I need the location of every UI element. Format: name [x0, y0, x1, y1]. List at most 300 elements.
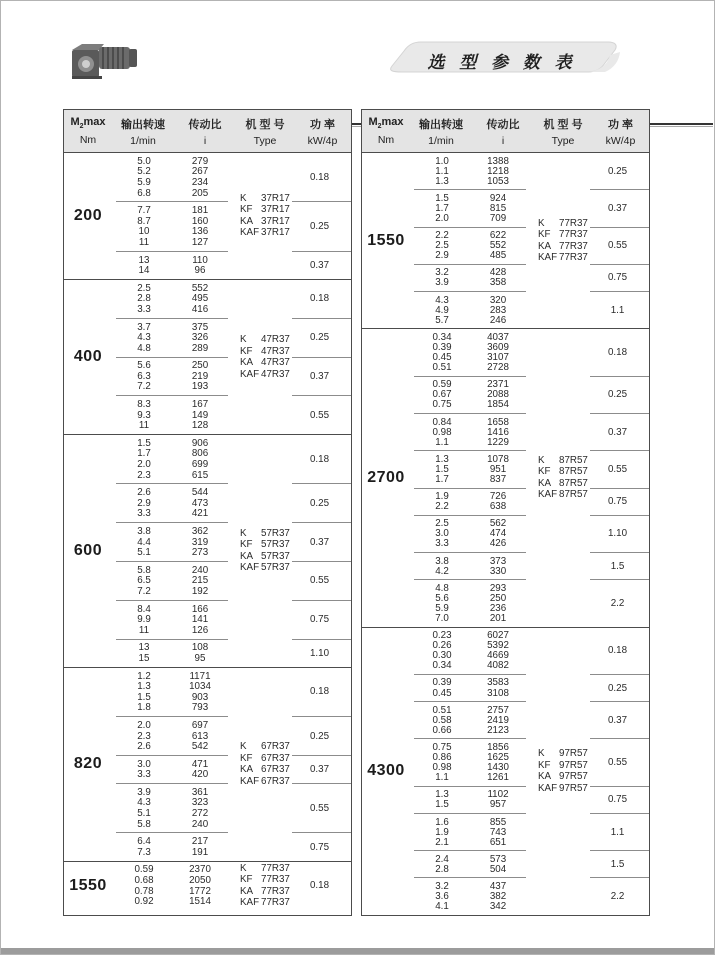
type-code: 77R37 — [559, 229, 588, 241]
table-row — [414, 742, 526, 752]
speed-value: 2.5 — [435, 240, 449, 252]
speed-value: 4.8 — [137, 342, 151, 354]
table-row — [414, 854, 526, 864]
type-prefix: K — [538, 454, 545, 466]
table-row — [414, 725, 526, 735]
table-row — [116, 643, 228, 654]
col-power — [592, 116, 649, 147]
speed-ratio-group — [414, 552, 526, 579]
table-row — [414, 529, 526, 539]
ratio-value: 215 — [191, 575, 209, 587]
m2max-value: 400 — [73, 348, 103, 365]
speed-value: 0.86 — [432, 752, 452, 764]
speed-value: 3.3 — [137, 303, 151, 315]
speed-ratio-group — [116, 522, 228, 561]
table-row — [116, 498, 228, 509]
col-ratio-label: 传动比 — [486, 118, 520, 131]
speed-value: 3.3 — [137, 508, 151, 520]
speed-value: 0.68 — [134, 875, 154, 887]
ratio-value: 2371 — [487, 379, 509, 391]
speed-value: 3.8 — [435, 555, 449, 567]
ratio-value: 323 — [191, 797, 209, 809]
power-value: 0.75 — [292, 832, 351, 860]
col-type-unit: Type — [551, 134, 575, 147]
table-header — [362, 110, 649, 153]
speed-value: 0.66 — [432, 724, 452, 736]
speed-ratio-group — [116, 639, 228, 667]
power-value: 0.25 — [590, 376, 649, 413]
power-value: 1.10 — [292, 639, 351, 667]
table-row — [414, 166, 526, 176]
torque-block — [362, 153, 649, 328]
ratio-value: 697 — [191, 719, 209, 731]
ratio-value: 279 — [191, 155, 209, 167]
type-code: 37R17 — [261, 215, 290, 227]
type-prefix: KF — [240, 345, 253, 357]
type-prefix: K — [240, 862, 247, 874]
ratio-value: 108 — [191, 642, 209, 654]
ratio-value: 361 — [191, 786, 209, 798]
ratio-value: 2123 — [487, 724, 509, 736]
ratio-value: 542 — [191, 741, 209, 753]
speed-value: 1.5 — [435, 463, 449, 475]
speed-value: 9.3 — [137, 409, 151, 421]
type-code: 77R37 — [559, 217, 588, 229]
speed-value: 3.0 — [435, 528, 449, 540]
table-row — [116, 681, 228, 692]
table-row — [414, 864, 526, 874]
speed-value: 7.2 — [137, 381, 151, 393]
speed-value: 1.5 — [137, 691, 151, 703]
ratio-value: 2088 — [487, 389, 509, 401]
speed-value: 13 — [138, 254, 150, 266]
speed-value: 1.6 — [435, 816, 449, 828]
speed-ratio-group — [116, 716, 228, 755]
table-row — [414, 583, 526, 593]
speed-value: 1.1 — [435, 436, 449, 448]
type-list — [236, 862, 292, 910]
type-prefix: KAF — [240, 897, 260, 909]
ratio-value: 141 — [191, 614, 209, 626]
ratio-value: 504 — [489, 863, 507, 875]
table-row — [414, 390, 526, 400]
ratio-value: 2757 — [487, 704, 509, 716]
speed-value: 4.1 — [435, 901, 449, 913]
speed-value: 1.7 — [137, 448, 151, 460]
ratio-value: 193 — [191, 381, 209, 393]
ratio-value: 319 — [191, 536, 209, 548]
type-code: 47R37 — [261, 345, 290, 357]
table-row — [414, 800, 526, 810]
table-row — [116, 459, 228, 470]
type-prefix: KA — [240, 764, 254, 776]
ratio-value: 217 — [191, 836, 209, 848]
table-row — [116, 438, 228, 449]
m2max-value: 600 — [73, 541, 103, 559]
speed-ratio-group — [414, 450, 526, 487]
table-row — [116, 692, 228, 703]
speed-value: 0.92 — [134, 896, 154, 908]
table-row — [414, 603, 526, 613]
power-value: 0.37 — [292, 357, 351, 396]
power-value: 0.18 — [607, 645, 628, 657]
table-row — [414, 437, 526, 447]
speed-ratio-group — [414, 701, 526, 738]
table-row — [116, 265, 228, 276]
power-value: 0.75 — [590, 264, 649, 291]
speed-value: 14 — [138, 265, 150, 277]
speed-value: 4.8 — [435, 582, 449, 594]
ratio-value: 544 — [191, 487, 209, 499]
table-row — [116, 487, 228, 498]
type-code: 67R37 — [261, 764, 290, 776]
ratio-value: 622 — [489, 230, 507, 242]
page-title: 选 型 参 数 表 — [427, 53, 577, 72]
ratio-value: 2728 — [487, 362, 509, 374]
table-row — [116, 625, 228, 636]
speed-value: 3.3 — [435, 538, 449, 550]
table-row — [116, 614, 228, 625]
table-row — [414, 688, 526, 698]
type-designation — [538, 455, 590, 467]
table-row — [116, 576, 228, 587]
speed-value: 3.0 — [137, 758, 151, 770]
ratio-value: 136 — [191, 226, 209, 238]
table-row — [414, 251, 526, 261]
table-row — [414, 773, 526, 783]
torque-block — [64, 667, 351, 861]
power-value: 0.18 — [309, 880, 330, 892]
speed-value: 0.59 — [134, 864, 154, 876]
power-value: 0.37 — [292, 755, 351, 783]
type-prefix: KAF — [538, 782, 558, 794]
table-row — [414, 305, 526, 315]
ratio-value: 421 — [191, 508, 209, 520]
speed-value: 3.7 — [137, 321, 151, 333]
speed-value: 4.9 — [435, 304, 449, 316]
type-code: 37R17 — [261, 192, 290, 204]
power-value: 0.37 — [590, 701, 649, 738]
type-prefix: K — [240, 334, 247, 345]
ratio-value: 127 — [191, 236, 209, 248]
ratio-value: 2050 — [189, 875, 211, 887]
speed-value: 5.9 — [435, 602, 449, 614]
table-row — [116, 741, 228, 752]
ratio-value: 471 — [191, 758, 209, 770]
type-code: 77R37 — [261, 874, 290, 886]
speed-ratio-group — [116, 357, 228, 396]
speed-value: 7.0 — [435, 613, 449, 625]
type-prefix: K — [538, 748, 545, 760]
table-row — [414, 641, 526, 651]
speed-value: 1.9 — [435, 826, 449, 838]
speed-ratio-group — [414, 579, 526, 626]
type-designation — [538, 771, 590, 783]
type-prefix: KA — [240, 215, 254, 227]
m2max-value: 2700 — [367, 468, 405, 486]
speed-ratio-group — [414, 488, 526, 515]
ratio-value: 485 — [489, 250, 507, 262]
gearmotor-illustration — [69, 39, 143, 83]
type-code: 77R37 — [559, 252, 588, 264]
m2max-value: 1550 — [69, 876, 107, 894]
ratio-value: 4082 — [487, 660, 509, 672]
ratio-value: 240 — [191, 818, 209, 830]
type-code: 77R37 — [559, 240, 588, 252]
torque-block — [64, 279, 351, 434]
type-prefix: KAF — [240, 227, 260, 239]
ratio-value: 837 — [489, 473, 507, 485]
speed-value: 0.39 — [432, 677, 452, 689]
table-row — [116, 156, 228, 167]
power-value: 0.25 — [292, 716, 351, 755]
col-m2max — [64, 116, 112, 145]
torque-block — [362, 328, 649, 626]
type-prefix: K — [538, 217, 545, 229]
type-code: 97R57 — [559, 748, 588, 760]
power-value: 1.10 — [590, 515, 649, 552]
col-speed — [112, 116, 174, 147]
type-prefix: KF — [538, 759, 551, 771]
speed-value: 0.26 — [432, 640, 452, 652]
col-ratio — [472, 116, 534, 147]
ratio-value: 3107 — [487, 352, 509, 364]
ratio-value: 3609 — [487, 341, 509, 353]
power-value: 1.1 — [590, 813, 649, 850]
type-code: 67R37 — [261, 775, 290, 787]
table-row — [414, 566, 526, 576]
page-bottom-edge — [1, 948, 714, 954]
speed-ratio-group — [116, 832, 228, 860]
ratio-value: 6027 — [487, 630, 509, 642]
type-list — [236, 153, 292, 279]
ratio-value: 552 — [191, 282, 209, 294]
power-value: 0.75 — [292, 600, 351, 639]
table-row — [116, 371, 228, 382]
table-row — [116, 399, 228, 410]
table-row — [414, 231, 526, 241]
type-list — [236, 280, 292, 434]
speed-ratio-group — [414, 628, 526, 674]
type-prefix: KF — [538, 229, 551, 241]
table-row — [116, 798, 228, 809]
type-prefix: KAF — [240, 775, 260, 787]
torque-block — [64, 861, 351, 910]
table-row — [116, 470, 228, 481]
type-designation — [538, 783, 590, 795]
ratio-value: 250 — [489, 592, 507, 604]
speed-value: 5.7 — [435, 314, 449, 326]
col-speed — [410, 116, 472, 147]
speed-ratio-group — [116, 862, 228, 910]
speed-value: 3.6 — [435, 891, 449, 903]
table-row — [414, 892, 526, 902]
speed-value: 2.6 — [137, 741, 151, 753]
speed-value: 5.1 — [137, 547, 151, 559]
table-row — [116, 205, 228, 216]
col-ratio — [174, 116, 236, 147]
type-code: 37R17 — [261, 227, 290, 239]
ratio-value: 342 — [489, 901, 507, 913]
ratio-value: 1229 — [487, 436, 509, 448]
power-value: 0.25 — [607, 165, 628, 177]
ratio-value: 1658 — [487, 416, 509, 428]
type-prefix: KF — [240, 752, 253, 764]
ratio-value: 330 — [489, 565, 507, 577]
type-prefix: KF — [240, 204, 253, 216]
type-designation — [240, 357, 292, 369]
ratio-value: 126 — [191, 624, 209, 636]
type-code: 47R37 — [261, 368, 290, 380]
speed-value: 0.34 — [432, 660, 452, 672]
speed-ratio-group — [414, 189, 526, 226]
speed-value: 0.84 — [432, 416, 452, 428]
page-header — [63, 37, 651, 85]
type-designation — [240, 204, 292, 216]
table-row — [116, 604, 228, 615]
table-row — [414, 492, 526, 502]
type-prefix: KF — [538, 466, 551, 478]
speed-value: 15 — [138, 652, 150, 664]
table-row — [116, 808, 228, 819]
type-designation — [240, 741, 292, 753]
speed-value: 4.3 — [435, 294, 449, 306]
table-row — [414, 651, 526, 661]
table-row — [116, 361, 228, 372]
table-row — [414, 363, 526, 373]
speed-value: 1.7 — [435, 202, 449, 214]
col-m2max — [362, 116, 410, 145]
torque-block — [362, 627, 649, 915]
power-value: 2.2 — [590, 877, 649, 914]
type-designation — [240, 776, 292, 788]
type-list — [236, 435, 292, 667]
speed-ratio-group — [116, 318, 228, 357]
gearmotor-photo — [69, 39, 143, 88]
type-prefix: KA — [538, 477, 552, 489]
table-row — [116, 216, 228, 227]
speed-ratio-group — [414, 515, 526, 552]
speed-value: 0.45 — [432, 352, 452, 364]
ratio-value: 373 — [489, 555, 507, 567]
ratio-value: 2370 — [189, 864, 211, 876]
ratio-value: 1430 — [487, 762, 509, 774]
ratio-value: 473 — [191, 497, 209, 509]
type-list — [236, 668, 292, 861]
speed-value: 2.6 — [137, 487, 151, 499]
power-value: 0.37 — [292, 251, 351, 279]
m2max-value: 200 — [73, 206, 103, 224]
speed-ratio-group — [116, 435, 228, 483]
type-prefix: KAF — [240, 368, 260, 380]
table-row — [414, 539, 526, 549]
ratio-value: 283 — [489, 304, 507, 316]
ratio-value: 428 — [489, 267, 507, 279]
table-row — [116, 759, 228, 770]
ratio-value: 95 — [194, 652, 206, 664]
ratio-value: 4037 — [487, 331, 509, 343]
speed-value: 5.6 — [435, 592, 449, 604]
power-value: 0.75 — [590, 786, 649, 813]
type-code: 47R37 — [261, 334, 290, 345]
m2max-value: 4300 — [367, 762, 405, 780]
speed-ratio-group — [414, 227, 526, 264]
type-code: 97R57 — [559, 782, 588, 794]
ratio-value: 205 — [191, 187, 209, 199]
speed-value: 3.2 — [435, 267, 449, 279]
table-row — [116, 770, 228, 781]
speed-value: 1.5 — [435, 799, 449, 811]
table-row — [116, 865, 228, 876]
speed-value: 6.3 — [137, 370, 151, 382]
power-value: 1.1 — [590, 291, 649, 328]
speed-ratio-group — [116, 153, 228, 201]
ratio-value: 855 — [489, 816, 507, 828]
type-designation — [538, 760, 590, 772]
table-row — [116, 847, 228, 858]
type-designation — [240, 863, 292, 875]
col-type — [534, 116, 592, 147]
speed-value: 5.1 — [137, 808, 151, 820]
col-m2max-unit: Nm — [377, 133, 395, 146]
speed-value: 0.75 — [432, 399, 452, 411]
speed-value: 3.2 — [435, 880, 449, 892]
col-power-label: 功 率 — [309, 118, 336, 131]
table-row — [414, 427, 526, 437]
power-value: 0.75 — [590, 488, 649, 515]
type-prefix: KA — [538, 240, 552, 252]
table-row — [116, 787, 228, 798]
ratio-value: 128 — [191, 420, 209, 432]
ratio-value: 1053 — [487, 175, 509, 187]
speed-value: 0.39 — [432, 341, 452, 353]
type-code: 57R37 — [261, 539, 290, 551]
speed-ratio-group — [116, 755, 228, 783]
type-prefix: K — [240, 527, 247, 539]
type-designation — [240, 369, 292, 381]
ratio-value: 326 — [191, 332, 209, 344]
table-row — [116, 703, 228, 714]
type-prefix: KA — [538, 771, 552, 783]
type-designation — [538, 478, 590, 490]
col-m2max-unit: Nm — [79, 133, 97, 146]
ratio-value: 4669 — [487, 650, 509, 662]
type-prefix: KF — [240, 539, 253, 551]
type-designation — [240, 551, 292, 563]
type-prefix: K — [240, 192, 247, 204]
table-header — [64, 110, 351, 153]
power-value: 0.55 — [292, 783, 351, 832]
table-row — [116, 322, 228, 333]
table-row — [414, 295, 526, 305]
speed-ratio-group — [116, 201, 228, 250]
ratio-value: 437 — [489, 880, 507, 892]
speed-ratio-group — [414, 877, 526, 914]
speed-value: 8.4 — [137, 603, 151, 615]
m2max-value: 1550 — [367, 231, 405, 249]
speed-value: 5.8 — [137, 818, 151, 830]
table-row — [414, 315, 526, 325]
type-code: 37R17 — [261, 204, 290, 216]
type-designation — [240, 528, 292, 540]
param-table-right — [361, 109, 650, 916]
ratio-value: 1416 — [487, 426, 509, 438]
ratio-value: 474 — [489, 528, 507, 540]
table-row — [116, 819, 228, 830]
type-code: 57R37 — [261, 550, 290, 562]
speed-ratio-group — [414, 850, 526, 877]
type-designation — [240, 897, 292, 909]
